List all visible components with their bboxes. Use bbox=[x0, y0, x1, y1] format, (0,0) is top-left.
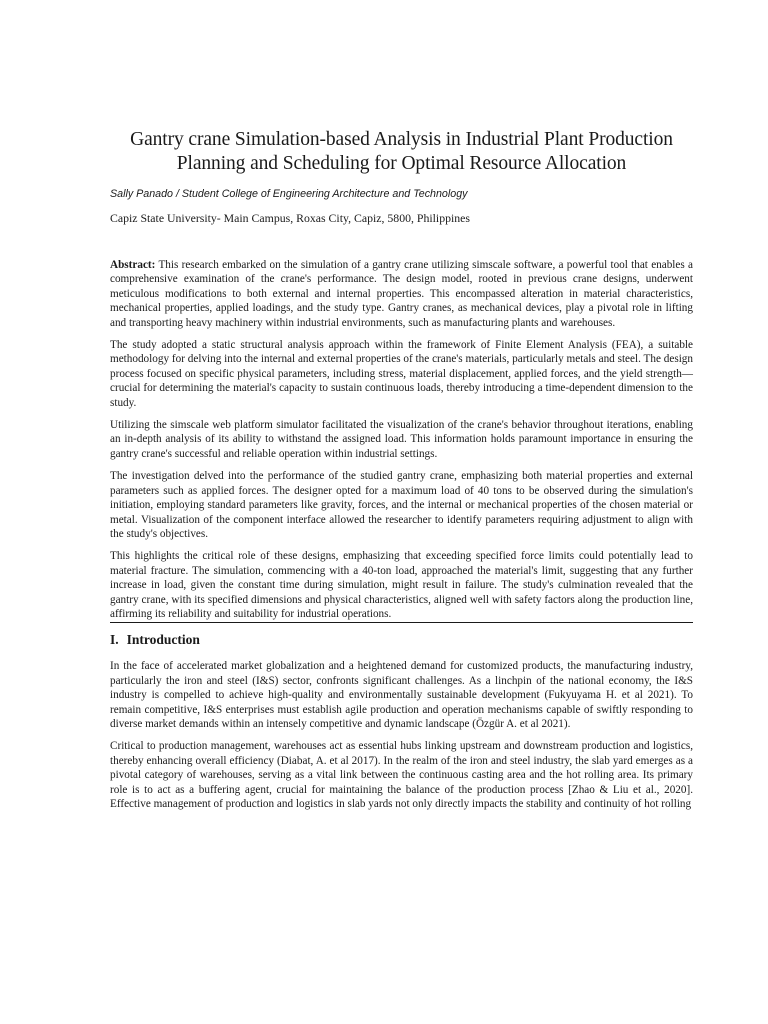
abstract-section bbox=[110, 258, 693, 621]
section-divider bbox=[110, 622, 693, 623]
abstract-paragraph-1 bbox=[110, 258, 693, 330]
paper-title: Gantry crane Simulation-based Analysis in Industrial Plant Production Planning and Scheduling for Optimal Resource Allocation bbox=[130, 129, 673, 174]
author-line: Sally Panado / Student College of Engineering Architecture and Technology bbox=[110, 188, 468, 200]
abstract-paragraph-2: The study adopted a static structural analysis approach within the framework of Finite Element Analysis (FEA), a suitable methodology for delving into the internal and external properties of the crane's materials, particularly metals and steel. The design process focused on specific physical parameters, including stress, material displacement, applied forces, and the yield strength—crucial for determining the material's capacity to sustain continuous loads, thereby introducing a time-dependent dimension to the study. bbox=[110, 339, 693, 409]
section-number: I. bbox=[110, 632, 119, 648]
abstract-paragraph-1-text: This research embarked on the simulation of a gantry crane utilizing simscale software, a powerful tool that enables a comprehensive examination of the crane's performance. The design model, rooted in previous crane designs, underwent meticulous modifications to both external and internal properties. This encompassed alteration in material characteristics, mechanical properties, applied loadings, and the study type. Gantry cranes, as mechanical devices, play a pivotal role in lifting and transporting heavy machinery within industrial environments, such as manufacturing plants and warehouses. bbox=[110, 259, 693, 329]
section-heading-introduction bbox=[110, 632, 693, 648]
abstract-label: Abstract: bbox=[110, 259, 156, 271]
affiliation-line: Capiz State University- Main Campus, Roxas City, Capiz, 5800, Philippines bbox=[110, 211, 470, 225]
paper-page bbox=[110, 128, 693, 819]
intro-paragraph-1: In the face of accelerated market globalization and a heightened demand for customized products, the manufacturing industry, particularly the iron and steel (I&S) sector, confronts significant challenges. As a linchpin of the national economy, the I&S industry is compelled to achieve high-quality and environmentally sustainable development (Fukyuyama H. et al 2021). To remain competitive, I&S enterprises must establish agile production and operation mechanisms capable of swiftly responding to diverse market demands within an intensely competitive and dynamic landscape (Özgür A. et al 2021). bbox=[110, 660, 693, 730]
intro-paragraph-2: Critical to production management, warehouses act as essential hubs linking upstream and downstream production and logistics, thereby enhancing overall efficiency (Diabat, A. et al 2017). In the realm of the iron and steel industry, the slab yard emerges as a pivotal category of warehouses, serving as a vital link between the continuous casting area and the hot rolling area. Its primary role is to act as a buffering agent, crucial for maintaining the balance of the production process [Zhao & Liu et al., 2020]. Effective management of production and logistics in slab yards not only directly impacts the stability and continuity of hot rolling bbox=[110, 740, 693, 810]
abstract-paragraph-5: This highlights the critical role of these designs, emphasizing that exceeding specified force limits could potentially lead to material fracture. The simulation, commencing with a 40-ton load, approached the material's limit, suggesting that any further increase in load, given the constant time during simulation, might result in failure. The study's culmination revealed that the gantry crane, with its specified dimensions and physical characteristics, aligned well with safety factors along the production line, affirming its reliability and suitability for industrial operations. bbox=[110, 550, 693, 620]
abstract-paragraph-3: Utilizing the simscale web platform simulator facilitated the visualization of the crane's behavior throughout iterations, enabling an in-depth analysis of its ability to withstand the assigned load. This information holds paramount importance in ensuring the gantry crane's successful and reliable operation within industrial settings. bbox=[110, 419, 693, 460]
abstract-paragraph-4: The investigation delved into the performance of the studied gantry crane, emphasizing both material properties and external parameters such as applied forces. The designer opted for a maximum load of 40 tons to be observed during the simulation's initiation, employing standard parameters like gravity, forces, and the internal or mechanical properties of the chosen material or metal. Visualization of the component interface allowed the researcher to identify parameters requiring adjustment to align with the study's objectives. bbox=[110, 470, 693, 540]
section-title: Introduction bbox=[126, 632, 200, 648]
